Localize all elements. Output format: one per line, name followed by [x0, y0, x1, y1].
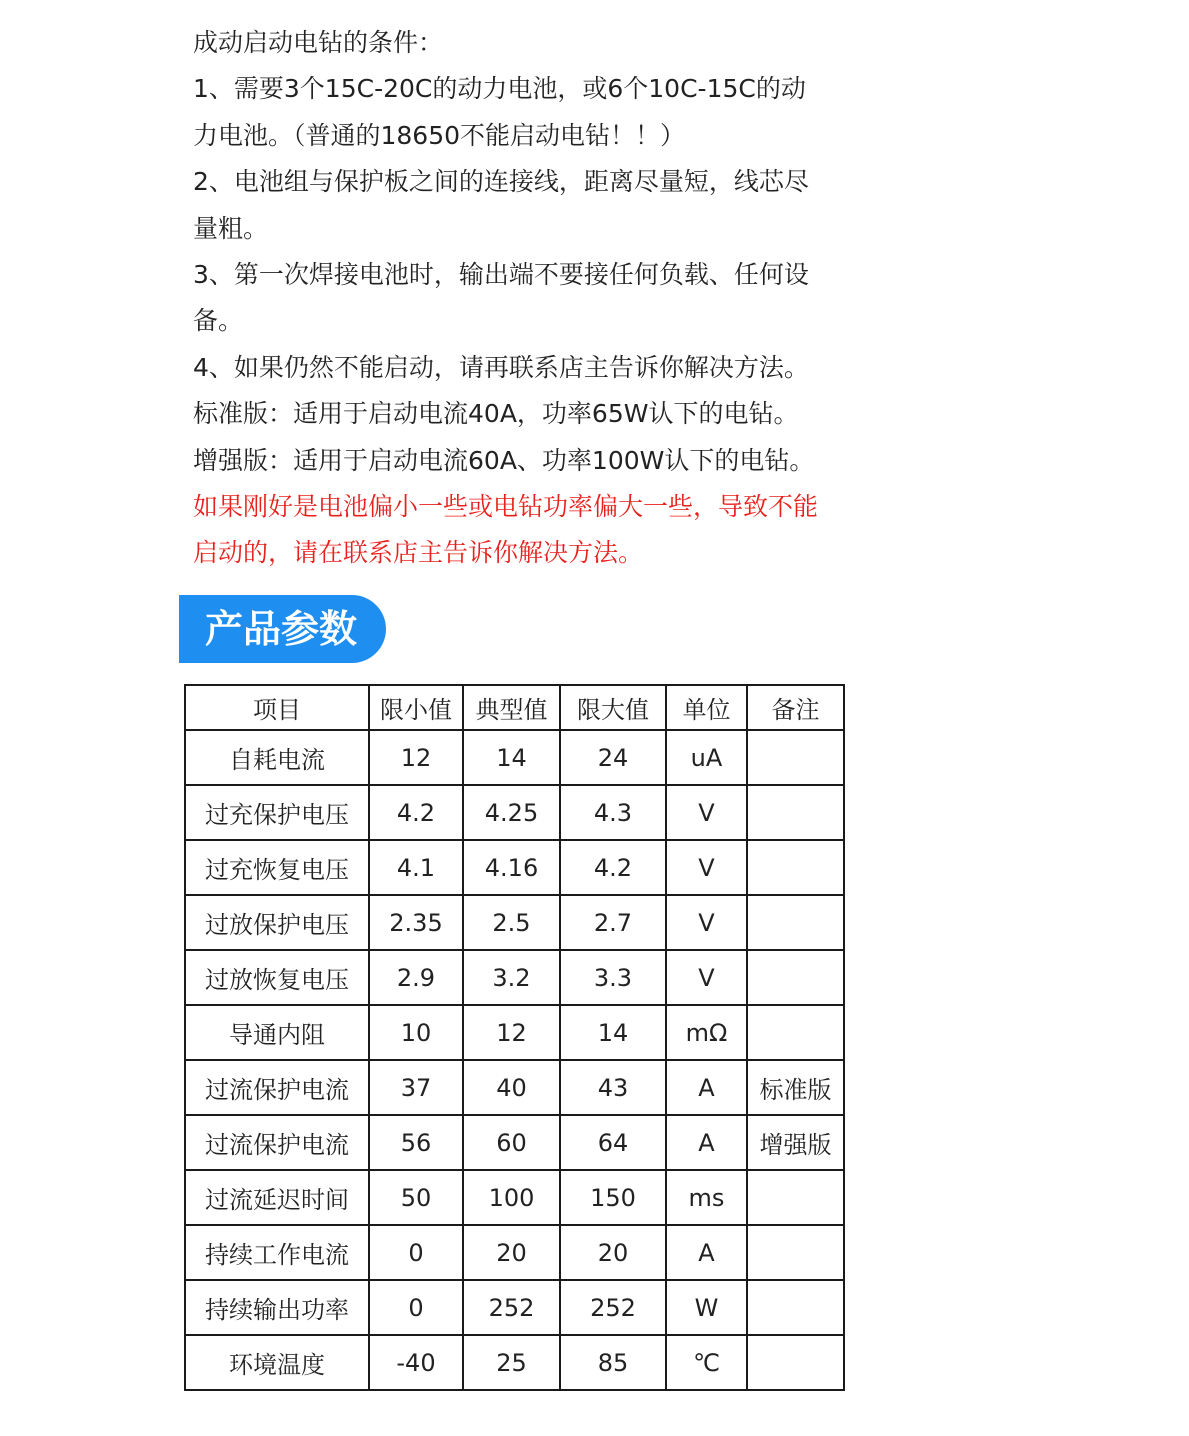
cell-typical: 4.25 [463, 785, 560, 840]
cell-min: 56 [369, 1115, 463, 1170]
cell-typical: 2.5 [463, 895, 560, 950]
cell-note [747, 1280, 844, 1335]
table-row [185, 1170, 844, 1225]
intro-text [193, 20, 843, 577]
table-row [185, 1060, 844, 1115]
parameters-table [184, 684, 845, 1391]
cell-typical: 12 [463, 1005, 560, 1060]
header-unit: 单位 [666, 685, 747, 730]
intro-line: 增强版：适用于启动电流60A、功率100W认下的电钻。 [193, 445, 815, 475]
cell-note [747, 1170, 844, 1225]
cell-min: 10 [369, 1005, 463, 1060]
table-row [185, 730, 844, 785]
cell-min: 4.2 [369, 785, 463, 840]
table-body [185, 730, 844, 1390]
cell-note [747, 730, 844, 785]
header-min: 限小值 [369, 685, 463, 730]
cell-note [747, 1335, 844, 1390]
cell-item: 过流保护电流 [185, 1115, 369, 1170]
cell-min: 0 [369, 1225, 463, 1280]
cell-min: 4.1 [369, 840, 463, 895]
cell-unit: A [666, 1115, 747, 1170]
cell-item: 过放恢复电压 [185, 950, 369, 1005]
intro-line: 备。 [193, 306, 244, 336]
cell-unit: V [666, 950, 747, 1005]
cell-unit: A [666, 1225, 747, 1280]
cell-note [747, 785, 844, 840]
table-row [185, 785, 844, 840]
cell-max: 14 [560, 1005, 666, 1060]
intro-line: 2、电池组与保护板之间的连接线，距离尽量短，线芯尽 [193, 167, 809, 197]
header-max: 限大值 [560, 685, 666, 730]
cell-typical: 20 [463, 1225, 560, 1280]
cell-min: 50 [369, 1170, 463, 1225]
cell-max: 3.3 [560, 950, 666, 1005]
table-row [185, 950, 844, 1005]
cell-max: 4.2 [560, 840, 666, 895]
cell-max: 252 [560, 1280, 666, 1335]
cell-typical: 3.2 [463, 950, 560, 1005]
cell-unit: ms [666, 1170, 747, 1225]
cell-max: 4.3 [560, 785, 666, 840]
cell-note: 增强版 [747, 1115, 844, 1170]
cell-unit: A [666, 1060, 747, 1115]
header-note: 备注 [747, 685, 844, 730]
cell-min: -40 [369, 1335, 463, 1390]
cell-typical: 25 [463, 1335, 560, 1390]
cell-unit: uA [666, 730, 747, 785]
cell-max: 43 [560, 1060, 666, 1115]
warning-line: 启动的，请在联系店主告诉你解决方法。 [193, 538, 644, 568]
cell-max: 2.7 [560, 895, 666, 950]
cell-max: 20 [560, 1225, 666, 1280]
intro-line: 成动启动电钻的条件： [193, 28, 444, 57]
cell-max: 64 [560, 1115, 666, 1170]
cell-item: 持续输出功率 [185, 1280, 369, 1335]
intro-line: 量粗。 [193, 213, 269, 243]
table-row [185, 1115, 844, 1170]
cell-max: 24 [560, 730, 666, 785]
cell-min: 0 [369, 1280, 463, 1335]
intro-line: 标准版：适用于启动电流40A，功率65W认下的电钻。 [193, 399, 799, 429]
cell-unit: mΩ [666, 1005, 747, 1060]
cell-note [747, 1005, 844, 1060]
cell-item: 自耗电流 [185, 730, 369, 785]
cell-item: 过充恢复电压 [185, 840, 369, 895]
intro-line: 3、第一次焊接电池时，输出端不要接任何负载、任何设 [193, 260, 809, 290]
cell-item: 过流延迟时间 [185, 1170, 369, 1225]
cell-item: 持续工作电流 [185, 1225, 369, 1280]
cell-unit: V [666, 840, 747, 895]
cell-unit: ℃ [666, 1335, 747, 1390]
intro-line: 力电池。（普通的18650不能启动电钻！！） [193, 120, 686, 150]
warning-line: 如果刚好是电池偏小一些或电钻功率偏大一些，导致不能 [193, 492, 819, 522]
cell-min: 12 [369, 730, 463, 785]
intro-line: 1、需要3个15C-20C的动力电池，或6个10C-15C的动 [193, 74, 806, 104]
table-row [185, 895, 844, 950]
cell-item: 导通内阻 [185, 1005, 369, 1060]
header-item: 项目 [185, 685, 369, 730]
table-row [185, 1335, 844, 1390]
table-header-row [185, 685, 844, 730]
cell-min: 2.9 [369, 950, 463, 1005]
intro-line: 4、如果仍然不能启动，请再联系店主告诉你解决方法。 [193, 352, 809, 382]
cell-typical: 60 [463, 1115, 560, 1170]
header-typical: 典型值 [463, 685, 560, 730]
cell-item: 过放保护电压 [185, 895, 369, 950]
cell-typical: 14 [463, 730, 560, 785]
cell-item: 环境温度 [185, 1335, 369, 1390]
cell-typical: 100 [463, 1170, 560, 1225]
cell-min: 37 [369, 1060, 463, 1115]
table-row [185, 1225, 844, 1280]
cell-typical: 4.16 [463, 840, 560, 895]
section-badge: 产品参数 [179, 595, 386, 663]
table-row [185, 840, 844, 895]
cell-max: 150 [560, 1170, 666, 1225]
cell-typical: 40 [463, 1060, 560, 1115]
cell-max: 85 [560, 1335, 666, 1390]
cell-typical: 252 [463, 1280, 560, 1335]
table-row [185, 1280, 844, 1335]
cell-note [747, 895, 844, 950]
cell-min: 2.35 [369, 895, 463, 950]
cell-note [747, 840, 844, 895]
cell-unit: W [666, 1280, 747, 1335]
cell-note [747, 950, 844, 1005]
cell-note [747, 1225, 844, 1280]
cell-unit: V [666, 785, 747, 840]
cell-item: 过充保护电压 [185, 785, 369, 840]
cell-note: 标准版 [747, 1060, 844, 1115]
table-row [185, 1005, 844, 1060]
cell-unit: V [666, 895, 747, 950]
cell-item: 过流保护电流 [185, 1060, 369, 1115]
